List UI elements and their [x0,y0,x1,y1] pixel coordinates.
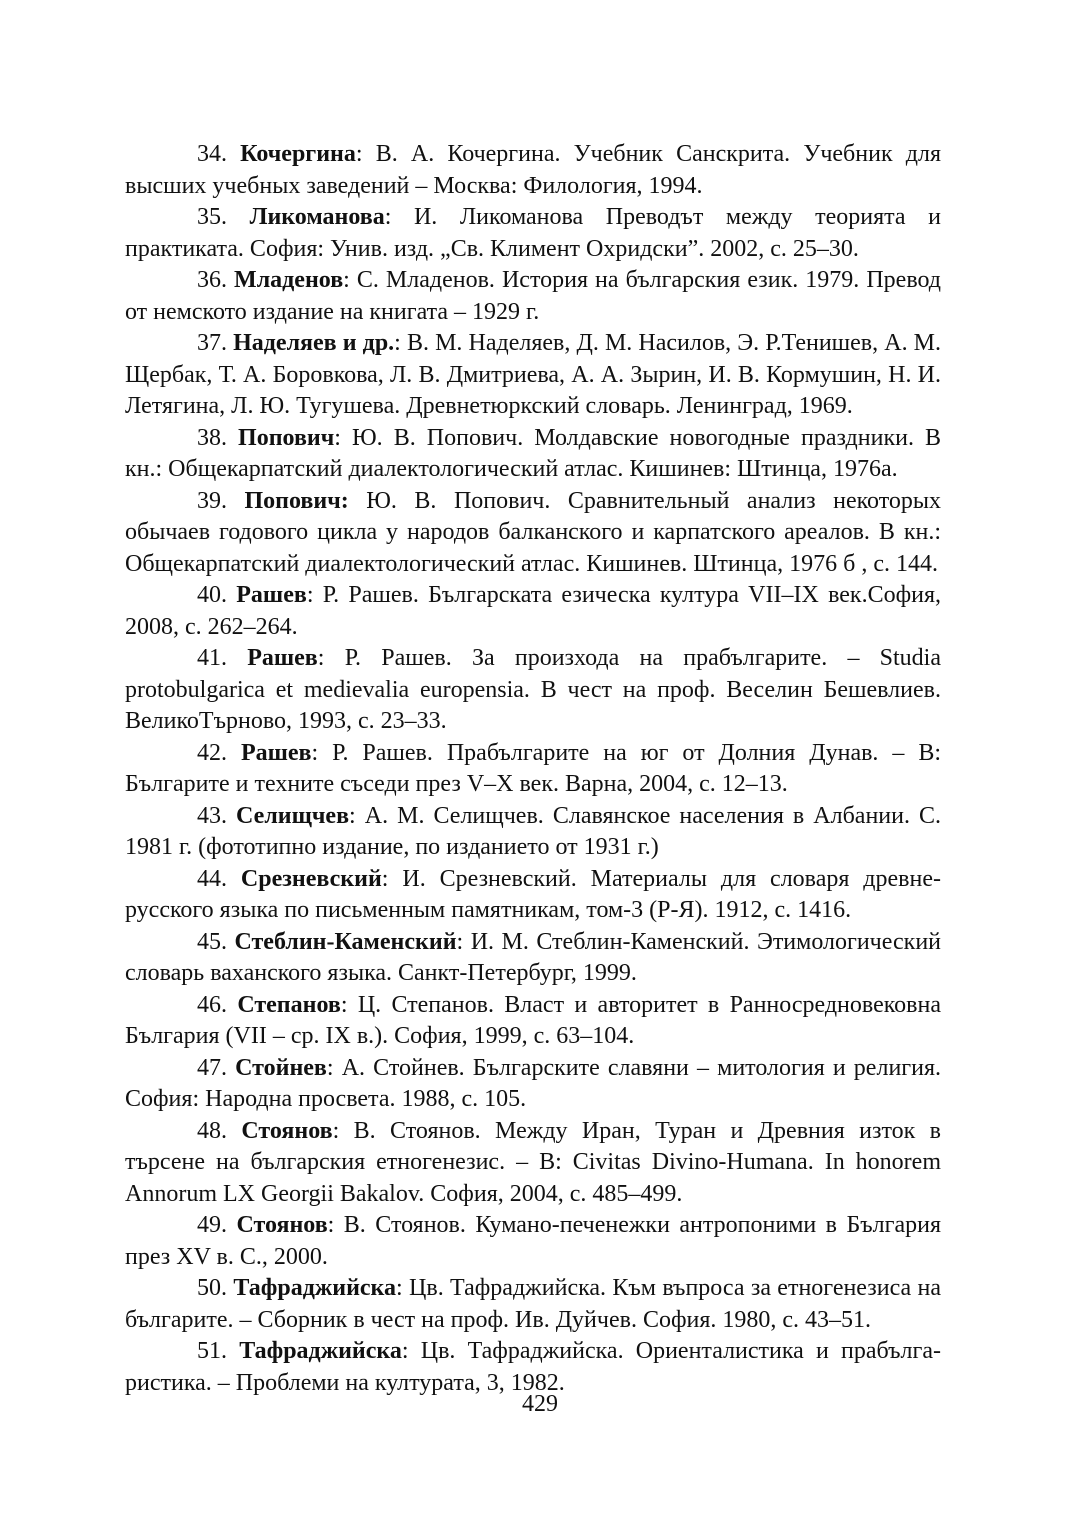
entry-author: Тафраджийска [239,1338,402,1364]
entry-number: 41. [197,645,227,671]
entry-number: 43. [197,802,227,829]
bibliography-entry [125,738,941,801]
entry-number: 50. [197,1275,227,1301]
entry-separator: : [384,204,392,230]
bibliography-entry [125,927,941,990]
entry-text: Цв. Тафраджийска. Към въпроса за етногенезиса на българите. – Сборник в чест на проф. Ив. Дуйчев. София. 1980, с. 43–51. [125,1275,942,1333]
entry-number: 36. [197,267,227,293]
entry-author: Кочергина [240,141,356,167]
entry-separator: : [355,141,363,167]
entry-separator: : [401,1338,409,1364]
bibliography-entry [125,265,941,328]
entry-text: С. Младенов. История на българския език. 1979. Превод от немското издание на книгата – 1929 г. [125,267,942,325]
bibliography-entry [125,139,941,202]
entry-text: А. М. Селищчев. Славянское населения в Албании. С. 1981 г. (фототипно издание, по изданието от 1931 г.) [125,802,942,860]
bibliography-entry [125,580,941,643]
entry-text: И. Ликоманова Преводът между теорията и практиката. София: Унив. изд. „Св. Климент Охридски”. 2002, с. 25–30. [125,204,941,262]
entry-number: 37. [197,330,227,356]
entry-text: В. Стоянов. Между Иран, Туран и Древния изток в търсене на българския етногенезис. – В: Civitas Divino-Humana. In honorem Annorum LX Georgii Bakalov. София, 2004, с. 485–499. [125,1117,942,1207]
entry-separator: : [340,991,348,1018]
entry-text: В. А. Кочергина. Учебник Санскрита. Учебник для высших учебных заведений – Москва: Филология, 1994. [125,141,942,199]
entry-text: Р. Рашев. За произхода на прабългарите. – Studia protobulgarica et medievalia europensia. В чест на проф. Веселин Бешевлиев. ВеликоТърново, 1993, с. 23–33. [125,645,942,734]
entry-number: 51. [197,1338,227,1364]
bibliography-entry [125,202,941,265]
entry-author: Срезневский [240,865,382,892]
entry-author: Наделяев и др. [233,330,395,356]
entry-separator: : [327,1212,335,1238]
entry-separator: : [349,802,356,829]
entry-author: Стоянов [241,1117,333,1144]
entry-separator: : [394,330,401,356]
bibliography-entry [125,328,941,423]
entry-text: Ю. В. Попович. Сравнительный анализ некоторых обычаев годового цикла у народов балканского и карпатского ареалов. В кн.: Общекарпатский диалектологический атлас. Кишинев. Штинца, 1976 б , с. 144. [125,487,942,577]
entry-author: Стойнев [235,1054,327,1081]
bibliography-entry [125,643,941,738]
bibliography-entry [125,1273,941,1336]
entry-number: 35. [197,204,227,230]
entry-author: Рашев [247,645,318,671]
entry-number: 39. [197,487,227,514]
entry-separator: : [332,1117,340,1144]
bibliography-entry [125,423,941,486]
entry-text: Ю. В. Попович. Молдавские новогодные праздники. В кн.: Общекарпатский диалектологический атлас. Кишинев: Штинца, 1976а. [125,424,941,482]
entry-separator: : [396,1275,403,1301]
entry-separator: : [326,1054,334,1081]
entry-text: А. Стойнев. Българските славяни – митология и религия. София: Народна просвета. 1988, с. 105. [125,1054,942,1112]
bibliography-entry [125,1210,941,1273]
entry-text: И. Срезневский. Материалы для словаря древне-русского языка по письменным памятникам, том-3 (Р-Я). 1912, с. 1416. [125,865,941,923]
entry-text: Р. Рашев. Прабългарите на юг от Долния Дунав. – В: Българите и техните съседи през V–X век. Варна, 2004, с. 12–13. [125,739,942,797]
entry-separator: : [306,582,314,608]
entry-number: 42. [197,739,227,766]
entry-separator: : [311,739,319,766]
entry-number: 49. [197,1212,227,1238]
entry-author: Селищчев [236,802,350,829]
entry-number: 40. [197,582,227,608]
entry-author: Стеблин-Каменский [234,928,457,955]
entry-separator: : [381,865,389,892]
entry-author: Попович: [244,487,349,514]
entry-number: 34. [197,141,227,167]
entry-text: Р. Рашев. Българската езическа култура VII–IX век.София, 2008, с. 262–264. [125,582,942,640]
entry-author: Степанов [237,991,341,1018]
entry-author: Ликоманова [249,204,385,230]
entry-author: Тафраджийска [233,1275,397,1301]
entry-separator: : [317,645,325,671]
page-number: 429 [522,1391,558,1417]
entry-author: Попович [238,424,335,451]
entry-author: Стоянов [236,1212,328,1238]
bibliography-entry [125,486,941,581]
entry-author: Рашев [240,739,312,766]
bibliography-entry [125,1053,941,1116]
entry-author: Рашев [236,582,307,608]
entry-text: Ц. Степанов. Власт и авторитет в Ранносредновековна България (VII – ср. IX в.). София, 1999, с. 63–104. [125,991,942,1049]
entry-text: В. М. Наделяев, Д. М. Насилов, Э. Р.Тенишев, А. М. Щербак, Т. А. Боровкова, Л. В. Дмитриева, А. А. Зырин, И. В. Кормушин, Н. И. Летягина, Л. Ю. Тугушева. Древнетюркский словарь. Ленинград, 1969. [125,330,942,419]
entry-separator: : [343,267,350,293]
bibliography-entry [125,1116,941,1211]
entry-text: В. Стоянов. Кумано-печенежки антропоними в България през XV в. С., 2000. [125,1212,942,1270]
entry-text: Цв. Тафраджийска. Ориенталистика и прабълга-ристика. – Проблеми на културата, 3, 1982. [125,1338,942,1396]
entry-number: 48. [197,1117,227,1144]
entry-number: 38. [197,424,227,451]
entry-number: 47. [197,1054,227,1081]
entry-number: 45. [197,928,227,955]
entry-author: Младенов [234,267,344,293]
bibliography-list [125,139,941,1399]
bibliography-entry [125,864,941,927]
bibliography-entry [125,990,941,1053]
entry-separator: : [456,928,464,955]
entry-separator: : [334,424,341,451]
entry-number: 46. [197,991,227,1018]
bibliography-entry [125,801,941,864]
entry-text: И. М. Стеблин-Каменский. Этимологический словарь ваханского языка. Санкт-Петербург, 1999. [125,928,942,986]
entry-number: 44. [197,865,227,892]
